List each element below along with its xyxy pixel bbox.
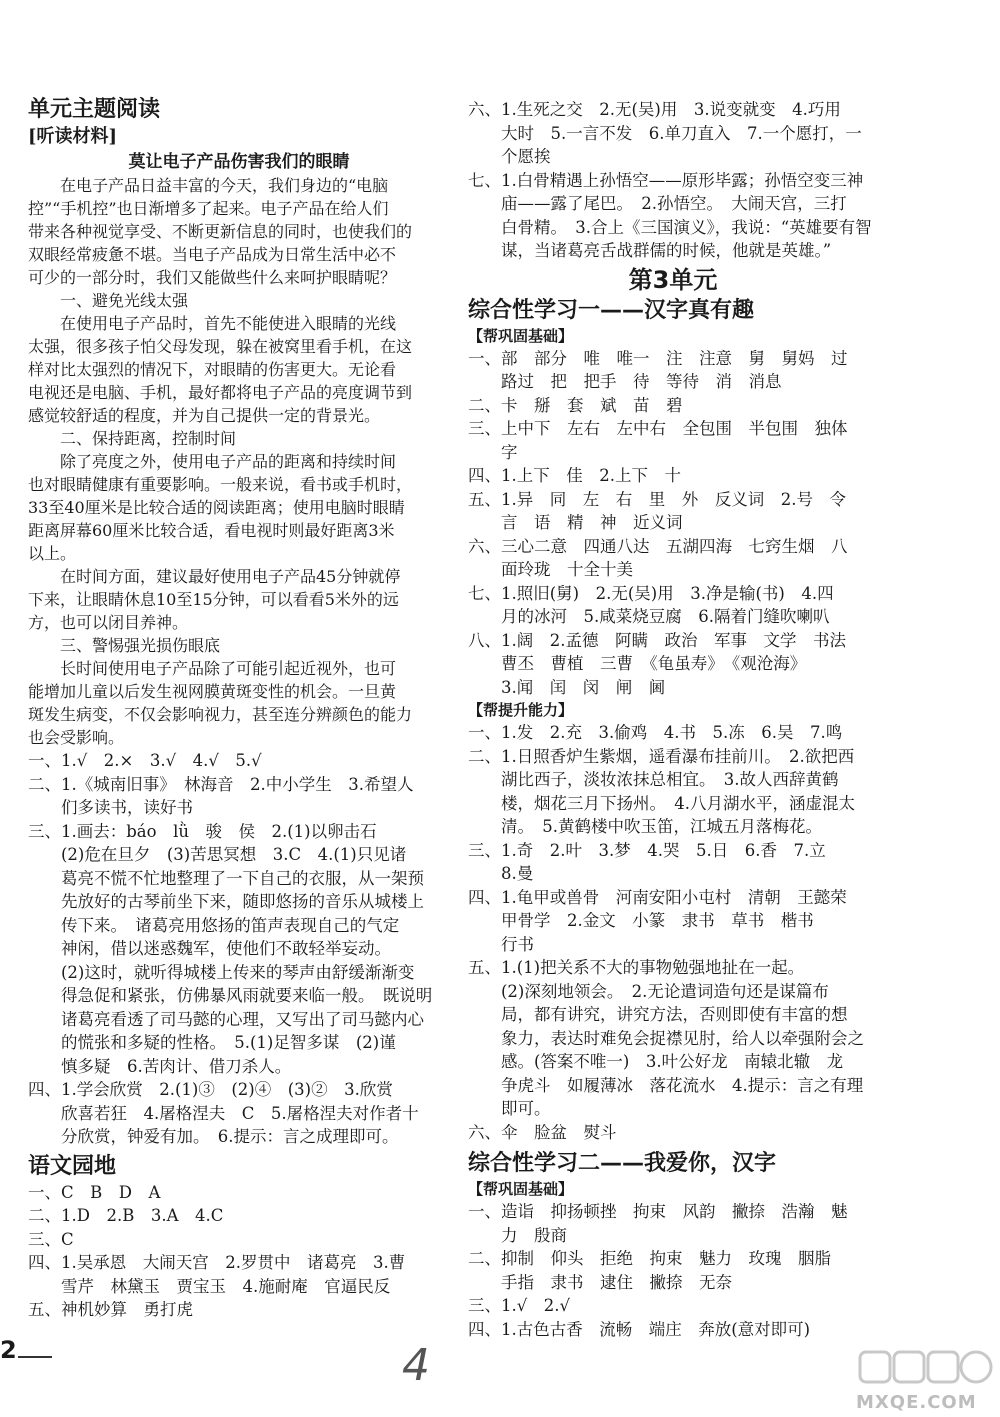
article-line: 二、保持距离，控制时间 — [28, 429, 237, 448]
article-line: 可少的一部分时，我们又能做些什么来呵护眼睛呢？ — [28, 268, 397, 287]
answer-line: 传下来。 诸葛亮用悠扬的笛声表现自己的气定 — [28, 915, 400, 935]
article-line: 距离屏幕60厘米比较合适，看电视时则最好距离3米 — [28, 521, 395, 540]
answer-line: 字 — [468, 442, 518, 462]
answer-line: (2)深刻地领会。 2.无论遣词造句还是谋篇布 — [468, 981, 829, 1001]
answer-line: (2)危在旦夕 (3)苦思冥想 3.C 4.(1)只见诸 — [28, 845, 407, 864]
article-line: 以上。 — [28, 544, 77, 563]
answer-line: 局，都有讲究，讲究方法，否则即使有丰富的想 — [468, 1005, 848, 1024]
answer-line: 三、1.画去：báo lǜ 骏 侯 2.(1)以卵击石 — [28, 821, 377, 841]
article-line: 方，也可以闭目养神。 — [28, 613, 189, 632]
unit-title: 第3单元 — [628, 265, 718, 294]
watermark-url: MXQE.COM — [856, 1392, 977, 1413]
answer-line: 二、1.《城南旧事》 林海音 2.中小学生 3.希望人 — [28, 774, 414, 794]
left-column — [28, 96, 450, 1322]
answer-line: 三、上中下 左右 左中右 全包围 半包围 独体 — [468, 419, 848, 438]
listening-material-label: [听读材料] — [28, 126, 118, 147]
answer-line: 三、1.√ 2.√ — [468, 1296, 571, 1315]
right-column — [468, 98, 878, 1341]
answer-line: 争虎斗 如履薄冰 落花流水 4.提示：言之有理 — [468, 1075, 864, 1095]
article-line: 三、警惕强光损伤眼底 — [28, 636, 221, 655]
answer-line: 手指 隶书 逮住 撇捺 无奈 — [468, 1272, 732, 1292]
answer-line: 二、1.日照香炉生紫烟，遥看瀑布挂前川。 2.欲把西 — [468, 746, 855, 766]
answer-line: 楼，烟花三月下扬州。 4.八月湖水平，涵虚混太 — [468, 793, 855, 813]
answer-line: 大时 5.一言不发 6.单刀直入 7.一个愿打，一 — [468, 123, 862, 143]
answer-line: 言 语 精 神 近义词 — [468, 513, 683, 532]
answer-line: 雪芹 林黛玉 贾宝玉 4.施耐庵 官逼民反 — [28, 1276, 391, 1296]
answer-line: 慎多疑 6.苦肉计、借刀杀人。 — [28, 1056, 292, 1076]
answer-line: 八、1.阔 2.孟德 阿瞒 政治 军事 文学 书法 — [468, 630, 846, 650]
article-line: 在使用电子产品时，首先不能使进入眼睛的光线 — [28, 314, 397, 333]
answer-line: 三、1.奇 2.叶 3.梦 4.哭 5.日 6.香 7.立 — [468, 840, 826, 860]
article-line: 带来各种视觉享受、不断更新信息的同时，也使我们的 — [28, 222, 413, 241]
answer-line: 一、C B D A — [28, 1182, 161, 1202]
answer-line: 一、1.发 2.充 3.偷鸡 4.书 5.冻 6.吴 7.鸣 — [468, 723, 843, 742]
article-line: 感觉较舒适的程度，并为自己提供一定的背景光。 — [28, 406, 381, 425]
answer-line: 五、1.异 同 左 右 里 外 反义词 2.号 令 — [468, 489, 846, 509]
answer-line: 六、1.生死之交 2.无(吴)用 3.说变就变 4.巧用 — [468, 100, 841, 119]
answer-line: 象力，表达时难免会捉襟见肘，给人以牵强附会之 — [468, 1028, 864, 1048]
article-line: 斑发生病变，不仅会影响视力，甚至连分辨颜色的能力 — [28, 705, 413, 724]
article-line: 双眼经常疲惫不堪。当电子产品成为日常生活中必不 — [28, 245, 397, 264]
answer-line: 白骨精。 3.合上《三国演义》，我说：“英雄要有智 — [468, 217, 872, 237]
answer-line: 行书 — [468, 934, 534, 954]
article-text — [28, 174, 450, 749]
answer-line: 先放好的古琴前坐下来，随即悠扬的音乐从城楼上 — [28, 892, 424, 911]
answer-line: 一、造诣 抑扬顿挫 拘束 风韵 撇捺 浩瀚 魅 — [468, 1202, 848, 1221]
article-line: 一、避免光线太强 — [28, 291, 189, 310]
study-2-basics-answers — [468, 1200, 878, 1341]
article-line: 33至40厘米是比较合适的阅读距离；使用电脑时眼睛 — [28, 498, 405, 517]
answer-line: 谋，当诸葛亮舌战群儒的时候，他就是英雄。” — [468, 241, 832, 260]
answer-line: 二、卡 掰 套 斌 苗 碧 — [468, 395, 683, 415]
reading-section-title: 单元主题阅读 — [28, 97, 161, 122]
article-line: 电视还是电脑、手机，最好都将电子产品的亮度调节到 — [28, 383, 413, 402]
answer-line: 四、1.龟甲或兽骨 河南安阳小屯村 清朝 王懿荣 — [468, 887, 847, 907]
answer-line: 二、1.D 2.B 3.A 4.C — [28, 1206, 224, 1225]
answer-line: 七、1.照旧(舅) 2.无(吴)用 3.净是输(书) 4.四 — [468, 583, 834, 603]
basics-tag: 【帮巩固基础】 — [468, 1180, 574, 1198]
answer-line: 8.曼 — [468, 864, 534, 883]
answer-line: 二、抑制 仰头 拒绝 拘束 魅力 玫瑰 胭脂 — [468, 1249, 831, 1268]
answer-line: 诸葛亮看透了司马懿的心理，又写出了司马懿内心 — [28, 1009, 424, 1029]
answer-line: 月的冰河 5.咸菜烧豆腐 6.隔着门缝吹喇叭 — [468, 607, 830, 626]
article-line: 样对比太强烈的情况下，对眼睛的伤害更大。无论看 — [28, 360, 397, 379]
article-line: 在电子产品日益丰富的今天，我们身边的“电脑 — [28, 176, 389, 195]
handwritten-mark: 4 — [402, 1340, 430, 1391]
answer-line: 们多读书，读好书 — [28, 798, 193, 817]
reading-answers — [28, 749, 450, 1149]
chinese-garden-title: 语文园地 — [28, 1153, 117, 1179]
article-line: 除了亮度之外，使用电子产品的距离和持续时间 — [28, 452, 397, 471]
answer-line: 四、1.古色古香 流畅 端庄 奔放(意对即可) — [468, 1319, 811, 1339]
garden-answers — [28, 1181, 450, 1322]
integrated-study-1-title: 综合性学习一——汉字真有趣 — [468, 297, 755, 323]
answer-line: 路过 把 把手 待 等待 消 消息 — [468, 372, 782, 391]
article-line: 也对眼睛健康有重要影响。一般来说，看书或手机时， — [28, 475, 413, 494]
answer-line: 湖比西子，淡妆浓抹总相宜。 3.故人西辞黄鹤 — [468, 770, 839, 789]
article-line: 能增加儿童以后发生视网膜黄斑变性的机会。一旦黄 — [28, 682, 397, 701]
answer-line: 六、伞 脸盆 熨斗 — [468, 1122, 617, 1142]
answer-line: 六、三心二意 四通八达 五湖四海 七窍生烟 八 — [468, 536, 848, 556]
answer-line: 四、1.学会欣赏 2.(1)③ (2)④ (3)② 3.欣赏 — [28, 1080, 393, 1099]
answer-line: 分欣赏，钟爱有加。 6.提示：言之成理即可。 — [28, 1127, 399, 1146]
article-line: 长时间使用电子产品除了可能引起近视外，也可 — [28, 659, 397, 678]
study-1-basics-answers — [468, 347, 878, 700]
answer-line: 一、1.√ 2.× 3.√ 4.√ 5.√ — [28, 751, 262, 770]
answer-line: 个愿挨 — [468, 147, 551, 166]
article-line: 下来，让眼睛休息10至15分钟，可以看看5米外的远 — [28, 590, 399, 609]
answer-line: 甲骨学 2.金文 小篆 隶书 草书 楷书 — [468, 911, 814, 930]
answer-line: 一、部 部分 唯 唯一 注 注意 舅 舅妈 过 — [468, 348, 848, 368]
article-line: 也会受影响。 — [28, 728, 125, 747]
answer-line: 清。 5.黄鹤楼中吹玉笛，江城五月落梅花。 — [468, 817, 822, 836]
answer-line: 的慌张和多疑的性格。 5.(1)足智多谋 (2)谨 — [28, 1033, 396, 1052]
answer-line: 四、1.上下 佳 2.上下 十 — [468, 466, 681, 485]
answer-line: 曹丕 曹植 三曹 《龟虽寿》 《观沧海》 — [468, 654, 807, 673]
answer-line: 四、1.吴承恩 大闹天宫 2.罗贯中 诸葛亮 3.曹 — [28, 1253, 406, 1272]
study-1-ability-answers — [468, 721, 878, 1144]
answer-line: 五、1.(1)把关系不大的事物勉强地扯在一起。 — [468, 958, 805, 977]
article-title: 莫让电子产品伤害我们的眼睛 — [128, 152, 350, 172]
answer-line: 葛亮不慌不忙地整理了一下自己的衣服，从一架预 — [28, 868, 424, 888]
answer-line: 神闲，借以迷惑魏军，使他们不敢轻举妄动。 — [28, 939, 391, 958]
ability-tag: 【帮提升能力】 — [468, 701, 574, 719]
answer-line: 庙——露了尾巴。 2.孙悟空。 大闹天宫，三打 — [468, 194, 847, 213]
integrated-study-2-title: 综合性学习二——我爱你，汉字 — [468, 1151, 777, 1176]
answer-line: 欣喜若狂 4.屠格涅夫 C 5.屠格涅夫对作者十 — [28, 1103, 419, 1123]
answer-line: (2)这时，就听得城楼上传来的琴声由舒缓渐渐变 — [28, 962, 415, 982]
answer-line: 三、C — [28, 1229, 74, 1249]
continued-answers — [468, 98, 878, 263]
answer-line: 3.闻 闰 闵 闸 阃 — [468, 677, 666, 697]
answer-line: 面玲珑 十全十美 — [468, 560, 633, 579]
answer-line: 得急促和紧张，仿佛暴风雨就要来临一般。 既说明 — [28, 986, 433, 1005]
basics-tag: 【帮巩固基础】 — [468, 326, 574, 345]
answer-line: 力 殷商 — [468, 1225, 567, 1245]
article-line: 控”“手机控”也日渐增多了起来。电子产品在给人们 — [28, 199, 389, 218]
page-number: 2 — [0, 1336, 17, 1364]
article-line: 太强，很多孩子怕父母发现，躲在被窝里看手机，在这 — [28, 337, 413, 356]
answer-line: 感。(答案不唯一) 3.叶公好龙 南辕北辙 龙 — [468, 1052, 844, 1071]
page-number-rule — [18, 1356, 52, 1358]
answer-line: 七、1.白骨精遇上孙悟空——原形毕露；孙悟空变三神 — [468, 170, 864, 190]
article-line: 在时间方面，建议最好使用电子产品45分钟就停 — [28, 567, 401, 586]
answer-line: 即可。 — [468, 1099, 551, 1118]
answer-line: 五、神机妙算 勇打虎 — [28, 1300, 193, 1319]
